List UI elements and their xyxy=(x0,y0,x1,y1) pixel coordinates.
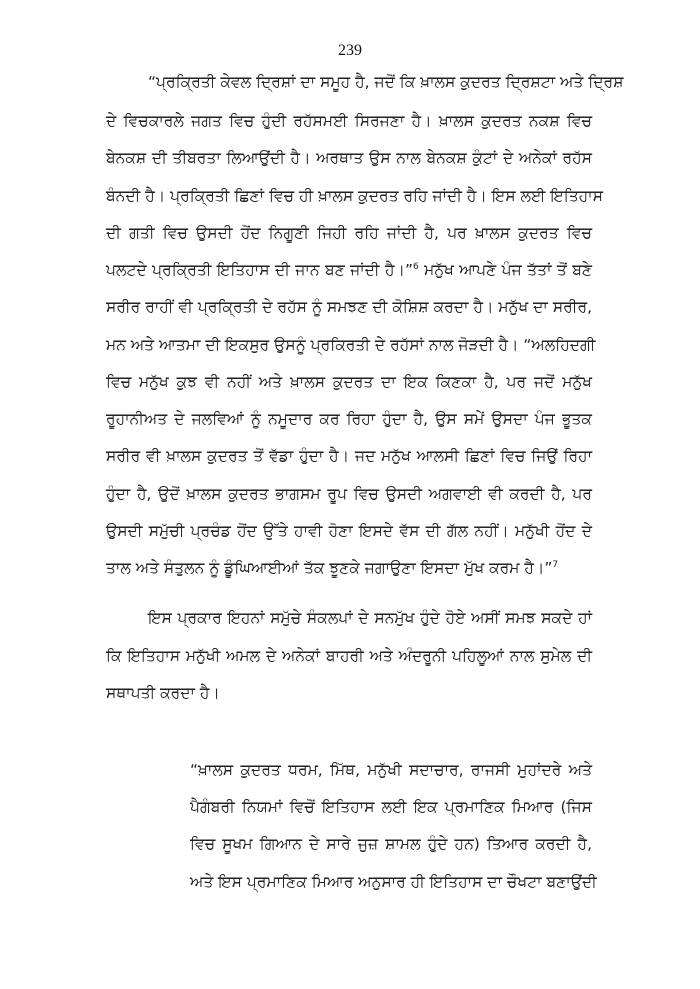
line-text: ਸਥਾਪਤੀ ਕਰਦਾ ਹੈ। xyxy=(106,684,220,702)
text-line xyxy=(148,72,624,92)
line-text: ਕਿ ਇਤਿਹਾਸ ਮਨੁੱਖੀ ਅਮਲ ਦੇ ਅਨੇਕਾਂ ਬਾਹਰੀ ਅਤੇ ਅੰਦਰੂਨੀ ਪਹਿਲੂਆਂ ਨਾਲ ਸੁਮੇਲ ਦੀ xyxy=(106,647,592,665)
text-line xyxy=(106,558,558,578)
text-line xyxy=(106,260,592,280)
line-text: ਤਾਲ ਅਤੇ ਸੰਤੁਲਨ ਨੂੰ ਡੂੰਘਿਆਈਆਂ ਤੱਕ ਝੂਣਕੇ ਜਗਾਉਣਾ ਇਸਦਾ ਮੁੱਖ ਕਰਮ ਹੈ।” xyxy=(106,559,553,577)
line-text: “ਖ਼ਾਲਸ ਕੁਦਰਤ ਧਰਮ, ਮਿੱਥ, ਮਨੁੱਖੀ ਸਦਾਚਾਰ, ਰਾਜਸੀ ਮੁਹਾਂਦਰੇ ਅਤੇ xyxy=(190,761,592,779)
text-line xyxy=(190,797,592,817)
text-line xyxy=(106,372,592,392)
text-line xyxy=(106,446,592,466)
text-line xyxy=(106,409,592,429)
line-text: ਦੀ ਗਤੀ ਵਿਚ ਉਸਦੀ ਹੋਂਦ ਨਿਗੂਣੀ ਜਿਹੀ ਰਹਿ ਜਾਂਦੀ ਹੈ, ਪਰ ਖ਼ਾਲਸ ਕੁਦਰਤ ਵਿਚ xyxy=(106,224,592,242)
text-line xyxy=(106,111,592,131)
line-text: ਮਨੁੱਖ ਆਪਣੇ ਪੰਜ ਤੱਤਾਂ ਤੋਂ ਬਣੇ xyxy=(418,261,592,279)
text-line xyxy=(106,223,592,243)
line-text: ਪਲਟਦੇ ਪ੍ਰਕ੍ਰਿਤੀ ਇਤਿਹਾਸ ਦੀ ਜਾਨ ਬਣ ਜਾਂਦੀ ਹੈ।” xyxy=(106,261,414,279)
line-text: ਹੁੰਦਾ ਹੈ, ਉਦੋਂ ਖ਼ਾਲਸ ਕੁਦਰਤ ਭਾਗਸਮ ਰੂਪ ਵਿਚ ਉਸਦੀ ਅਗਵਾਈ ਵੀ ਕਰਦੀ ਹੈ, ਪਰ xyxy=(106,485,592,503)
text-line xyxy=(106,297,592,317)
line-text: ਸਰੀਰ ਵੀ ਖ਼ਾਲਸ ਕੁਦਰਤ ਤੋਂ ਵੱਡਾ ਹੁੰਦਾ ਹੈ। ਜਦ ਮਨੁੱਖ ਆਲਸੀ ਛਿਣਾਂ ਵਿਚ ਜਿਉਂ ਰਿਹਾ xyxy=(106,447,592,465)
text-line xyxy=(106,521,592,541)
line-text: ਅਤੇ ਇਸ ਪ੍ਰਮਾਣਿਕ ਮਿਆਰ ਅਨੁਸਾਰ ਹੀ ਇਤਿਹਾਸ ਦਾ ਚੌਖਟਾ ਬਣਾਉਂਦੀ xyxy=(190,873,597,891)
text-line xyxy=(106,484,592,504)
text-line xyxy=(190,834,592,854)
text-line xyxy=(106,148,592,168)
line-text: ਬੰਨਦੀ ਹੈ। ਪ੍ਰਕ੍ਰਿਤੀ ਛਿਣਾਂ ਵਿਚ ਹੀ ਖ਼ਾਲਸ ਕੁਦਰਤ ਰਹਿ ਜਾਂਦੀ ਹੈ। ਇਸ ਲਈ ਇਤਿਹਾਸ xyxy=(106,187,603,205)
text-line xyxy=(106,646,592,666)
text-line xyxy=(190,872,597,892)
page-number: 239 xyxy=(338,42,362,59)
text-line xyxy=(106,683,220,703)
text-line xyxy=(148,608,592,628)
line-text: ਮਨ ਅਤੇ ਆਤਮਾ ਦੀ ਇਕਸੁਰ ਉਸਨੂੰ ਪ੍ਰਕਿਰਤੀ ਦੇ ਰਹੱਸਾਂ ਨਾਲ ਜੋੜਦੀ ਹੈ। “ਅਲਹਿਦਗੀ xyxy=(106,336,596,354)
line-text: ਵਿਚ ਮਨੁੱਖ ਕੁਝ ਵੀ ਨਹੀਂ ਅਤੇ ਖ਼ਾਲਸ ਕੁਦਰਤ ਦਾ ਇਕ ਕਿਣਕਾ ਹੈ, ਪਰ ਜਦੋਂ ਮਨੁੱਖ xyxy=(106,373,592,391)
line-text: ਇਸ ਪ੍ਰਕਾਰ ਇਹਨਾਂ ਸਮੁੱਚੇ ਸੰਕਲਪਾਂ ਦੇ ਸਨਮੁੱਖ ਹੁੰਦੇ ਹੋਏ ਅਸੀਂ ਸਮਝ ਸਕਦੇ ਹਾਂ xyxy=(148,609,592,627)
line-text: ਦੇ ਵਿਚਕਾਰਲੇ ਜਗਤ ਵਿਚ ਹੁੰਦੀ ਰਹੱਸਮਈ ਸਿਰਜਣਾ ਹੈ। ਖ਼ਾਲਸ ਕੁਦਰਤ ਨਕਸ਼ ਵਿਚ xyxy=(106,112,592,130)
text-line xyxy=(106,186,603,206)
line-text: ਬੇਨਕਸ਼ ਦੀ ਤੀਬਰਤਾ ਲਿਆਉਂਦੀ ਹੈ। ਅਰਥਾਤ ਉਸ ਨਾਲ ਬੇਨਕਸ਼ ਕੁੰਟਾਂ ਦੇ ਅਨੇਕਾਂ ਰਹੱਸ xyxy=(106,149,592,167)
line-text: ਰੂਹਾਨੀਅਤ ਦੇ ਜਲਵਿਆਂ ਨੂੰ ਨਮੂਦਾਰ ਕਰ ਰਿਹਾ ਹੁੰਦਾ ਹੈ, ਉਸ ਸਮੇਂ ਉਸਦਾ ਪੰਜ ਭੂਤਕ xyxy=(106,410,592,428)
line-text: ਉਸਦੀ ਸਮੁੱਚੀ ਪ੍ਰਚੰਡ ਹੋਂਦ ਉੱਤੇ ਹਾਵੀ ਹੋਣਾ ਇਸਦੇ ਵੱਸ ਦੀ ਗੱਲ ਨਹੀਂ। ਮਨੁੱਖੀ ਹੋਂਦ ਦੇ xyxy=(106,522,592,540)
footnote-ref[interactable]: 6 xyxy=(413,261,419,272)
line-text: ਵਿਚ ਸੂਖਮ ਗਿਆਨ ਦੇ ਸਾਰੇ ਜੁਜ਼ ਸ਼ਾਮਲ ਹੁੰਦੇ ਹਨ) ਤਿਆਰ ਕਰਦੀ ਹੈ, xyxy=(190,835,592,853)
line-text: ਪੈਗੰਬਰੀ ਨਿਯਮਾਂ ਵਿਚੋਂ ਇਤਿਹਾਸ ਲਈ ਇਕ ਪ੍ਰਮਾਣਿਕ ਮਿਆਰ (ਜਿਸ xyxy=(190,798,592,816)
footnote-ref[interactable]: 7 xyxy=(552,559,559,570)
text-line xyxy=(106,335,596,355)
text-line xyxy=(190,760,592,780)
line-text: “ਪ੍ਰਕ੍ਰਿਤੀ ਕੇਵਲ ਦ੍ਰਿਸ਼ਾਂ ਦਾ ਸਮੂਹ ਹੈ, ਜਦੋਂ ਕਿ ਖ਼ਾਲਸ ਕੁਦਰਤ ਦ੍ਰਿਸ਼ਟਾ ਅਤੇ ਦ੍ਰਿਸ਼ xyxy=(148,73,624,91)
line-text: ਸਰੀਰ ਰਾਹੀਂ ਵੀ ਪ੍ਰਕ੍ਰਿਤੀ ਦੇ ਰਹੱਸ ਨੂੰ ਸਮਝਣ ਦੀ ਕੋਸ਼ਿਸ਼ ਕਰਦਾ ਹੈ। ਮਨੁੱਖ ਦਾ ਸਰੀਰ, xyxy=(106,298,592,316)
